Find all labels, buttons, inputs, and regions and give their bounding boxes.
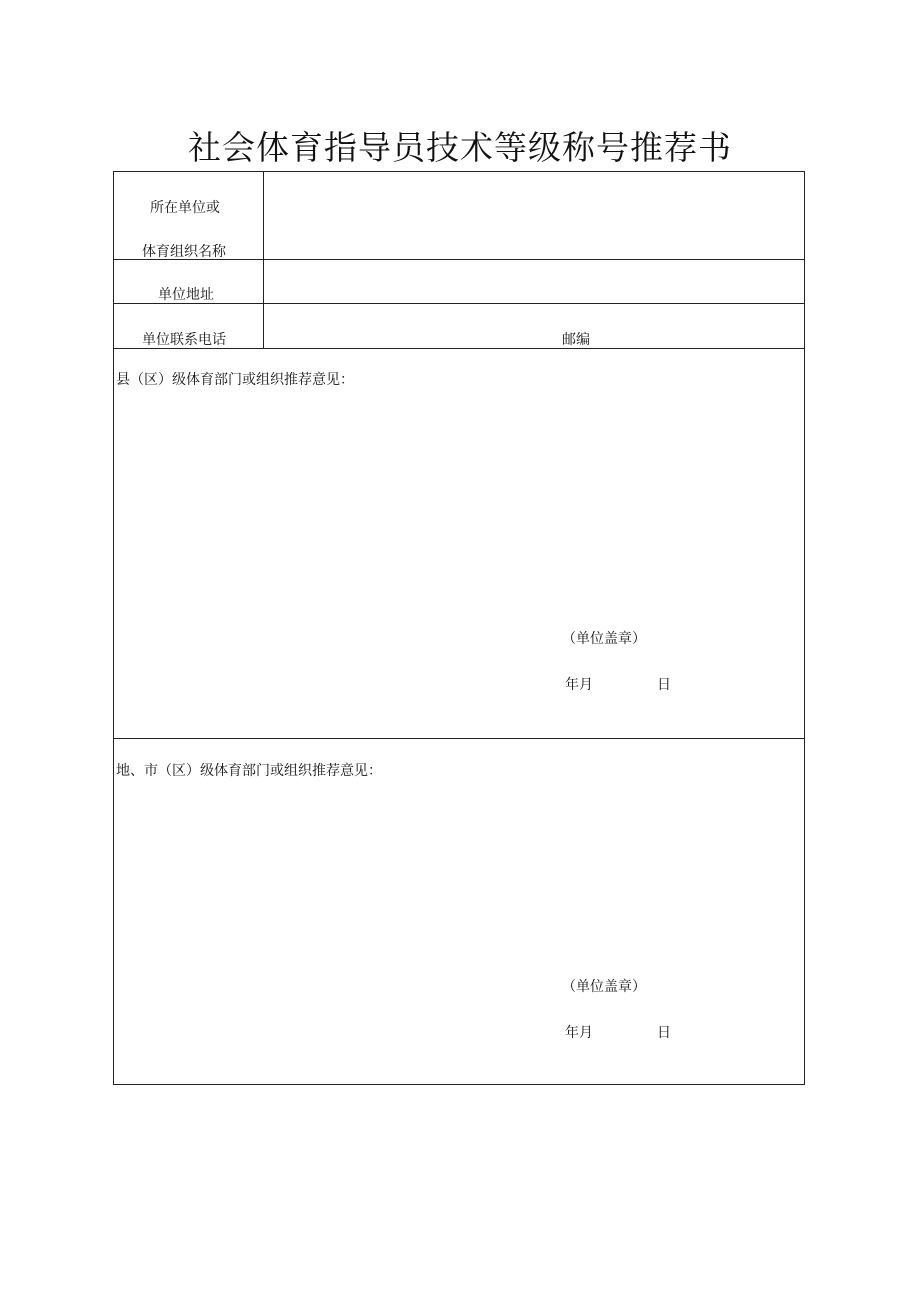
city-date-day: 日 <box>657 1025 671 1041</box>
city-date-year-month: 年月 <box>565 1025 593 1041</box>
unit-name-label-line1: 所在单位或 <box>150 200 220 216</box>
recommendation-form <box>113 171 805 1085</box>
county-opinion-heading: 县（区）级体育部门或组织推荐意见： <box>116 372 354 388</box>
phone-field[interactable] <box>264 304 554 348</box>
address-label: 单位地址 <box>158 287 214 303</box>
postcode-label: 邮编 <box>562 332 590 348</box>
county-opinion-field[interactable] <box>114 394 804 624</box>
city-opinion-field[interactable] <box>114 784 804 974</box>
city-seal-label: （单位盖章） <box>562 979 646 995</box>
city-opinion-heading: 地、市（区）级体育部门或组织推荐意见： <box>116 763 382 779</box>
phone-label: 单位联系电话 <box>142 332 226 348</box>
postcode-field[interactable] <box>599 304 804 348</box>
row-divider-3 <box>114 348 804 349</box>
county-date-year-month: 年月 <box>565 677 593 693</box>
unit-name-label-line2: 体育组织名称 <box>142 244 226 260</box>
row-divider-4 <box>114 738 804 739</box>
county-seal-label: （单位盖章） <box>562 631 646 647</box>
county-date-day: 日 <box>657 677 671 693</box>
unit-name-field[interactable] <box>264 172 804 259</box>
address-field[interactable] <box>264 260 804 303</box>
document-title: 社会体育指导员技术等级称号推荐书 <box>188 128 732 167</box>
